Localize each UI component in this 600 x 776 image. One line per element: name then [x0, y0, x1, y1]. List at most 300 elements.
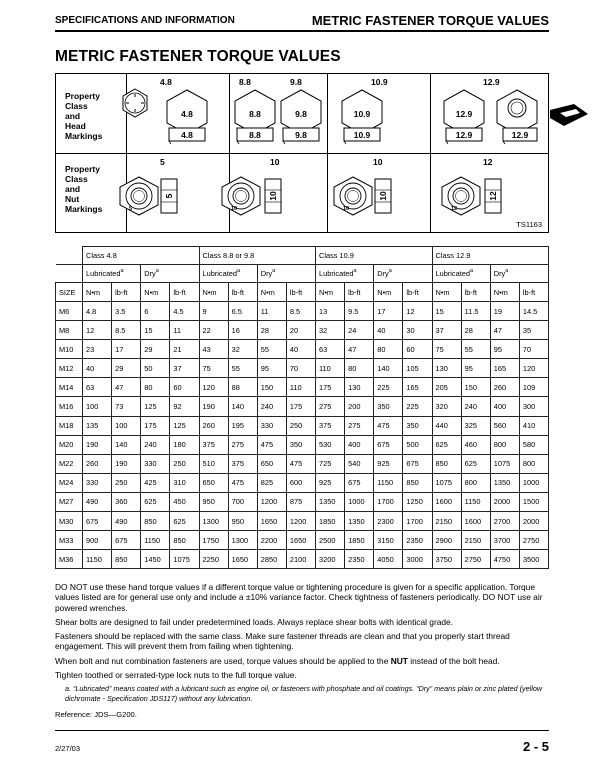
torque-cell: 1600 — [461, 512, 490, 531]
torque-cell: 850 — [403, 473, 432, 492]
section-name: SPECIFICATIONS AND INFORMATION — [55, 15, 235, 26]
torque-cell: 1650 — [286, 531, 315, 550]
torque-cell: 310 — [170, 473, 199, 492]
torque-cell: 350 — [403, 416, 432, 435]
torque-cell: 400 — [490, 397, 519, 416]
class-label: 12 — [483, 157, 493, 167]
torque-cell: 240 — [257, 397, 286, 416]
page-title: METRIC FASTENER TORQUE VALUES — [55, 48, 341, 65]
torque-cell: 11.5 — [461, 302, 490, 321]
torque-cell: 375 — [199, 435, 228, 454]
size-cell: M14 — [56, 378, 83, 397]
nut-side-icon — [374, 176, 392, 216]
section-tab-icon — [550, 104, 588, 126]
torque-cell: 925 — [374, 454, 403, 473]
size-header: SIZE — [56, 283, 83, 302]
torque-cell: 1300 — [228, 531, 257, 550]
size-cell: M30 — [56, 512, 83, 531]
notes — [55, 582, 549, 707]
markings-figure — [55, 73, 549, 233]
torque-cell: 250 — [170, 454, 199, 473]
torque-cell: 63 — [83, 378, 112, 397]
side-marking: 12.9 — [455, 130, 473, 140]
torque-cell: 2200 — [257, 531, 286, 550]
torque-cell: 800 — [519, 454, 548, 473]
torque-cell: 15 — [432, 302, 461, 321]
torque-cell: 70 — [286, 359, 315, 378]
torque-cell: 900 — [83, 531, 112, 550]
table-row — [56, 397, 549, 416]
size-cell: M24 — [56, 473, 83, 492]
table-row — [56, 454, 549, 473]
torque-cell: 275 — [345, 416, 374, 435]
torque-cell: 1000 — [345, 492, 374, 511]
condition-row — [56, 265, 549, 283]
torque-cell: 40 — [374, 321, 403, 340]
torque-cell: 275 — [316, 397, 345, 416]
table-row — [56, 473, 549, 492]
class-label: 8.8 — [239, 77, 251, 87]
torque-cell: 200 — [345, 397, 374, 416]
size-cell: M12 — [56, 359, 83, 378]
torque-cell: 1850 — [316, 512, 345, 531]
torque-cell: 11 — [257, 302, 286, 321]
torque-cell: 475 — [257, 435, 286, 454]
torque-cell: 330 — [83, 473, 112, 492]
table-row — [56, 550, 549, 569]
torque-cell: 3750 — [432, 550, 461, 569]
nut-markings-label: Property Class and Nut Markings — [65, 164, 103, 214]
torque-cell: 100 — [83, 397, 112, 416]
size-cell: M18 — [56, 416, 83, 435]
torque-cell: 140 — [228, 397, 257, 416]
torque-cell: 3500 — [519, 550, 548, 569]
torque-cell: 625 — [461, 454, 490, 473]
torque-cell: 23 — [83, 340, 112, 359]
bolt-head-icon — [164, 88, 210, 146]
class-label: 10.9 — [371, 77, 388, 87]
torque-cell: 350 — [374, 397, 403, 416]
torque-cell: 4.5 — [170, 302, 199, 321]
torque-cell: 28 — [257, 321, 286, 340]
torque-cell: 14.5 — [519, 302, 548, 321]
torque-cell: 2750 — [461, 550, 490, 569]
torque-cell: 9.5 — [345, 302, 374, 321]
nut-face-marking: 12 — [451, 206, 458, 212]
size-cell: M6 — [56, 302, 83, 321]
torque-cell: 73 — [112, 397, 141, 416]
torque-cell: 875 — [286, 492, 315, 511]
torque-cell: 88 — [228, 378, 257, 397]
class-header: Class 10.9 — [316, 247, 433, 265]
torque-cell: 2350 — [345, 550, 374, 569]
table-row — [56, 340, 549, 359]
torque-cell: 2000 — [519, 512, 548, 531]
torque-cell: 1650 — [228, 550, 257, 569]
side-marking: 9.8 — [295, 130, 307, 140]
size-cell: M8 — [56, 321, 83, 340]
torque-cell: 540 — [345, 454, 374, 473]
unit-header: N•m — [490, 283, 519, 302]
torque-cell: 410 — [519, 416, 548, 435]
note-replace-same-class: Fasteners should be replaced with the same class. Make sure fastener threads are clean and that you properly start thread engagement. This will prevent them from failing when tightening. — [55, 631, 510, 652]
torque-cell: 95 — [490, 340, 519, 359]
unit-header: lb-ft — [228, 283, 257, 302]
torque-cell: 195 — [228, 416, 257, 435]
torque-cell: 325 — [461, 416, 490, 435]
torque-cell: 130 — [432, 359, 461, 378]
torque-cell: 109 — [519, 378, 548, 397]
nut-icon — [220, 176, 262, 216]
head-marking: 9.8 — [295, 109, 307, 119]
torque-cell: 1750 — [199, 531, 228, 550]
torque-cell: 175 — [141, 416, 170, 435]
torque-cell: 675 — [112, 531, 141, 550]
torque-cell: 24 — [345, 321, 374, 340]
torque-cell: 1850 — [345, 531, 374, 550]
footer-rule — [55, 730, 549, 731]
torque-cell: 180 — [170, 435, 199, 454]
torque-cell: 47 — [490, 321, 519, 340]
torque-cell: 260 — [199, 416, 228, 435]
torque-cell: 1450 — [141, 550, 170, 569]
torque-cell: 43 — [199, 340, 228, 359]
torque-cell: 190 — [112, 454, 141, 473]
torque-cell: 17 — [112, 340, 141, 359]
torque-cell: 850 — [141, 512, 170, 531]
nut-side-marking: 5 — [164, 193, 174, 199]
torque-cell: 490 — [112, 512, 141, 531]
head-marking: 4.8 — [181, 109, 193, 119]
table-row — [56, 512, 549, 531]
class-header: Class 4.8 — [83, 247, 200, 265]
torque-cell: 400 — [345, 435, 374, 454]
header-title: METRIC FASTENER TORQUE VALUES — [311, 13, 549, 28]
table-row — [56, 416, 549, 435]
torque-cell: 360 — [112, 492, 141, 511]
torque-cell: 2100 — [286, 550, 315, 569]
torque-cell: 32 — [228, 340, 257, 359]
torque-cell: 1150 — [461, 492, 490, 511]
torque-cell: 175 — [286, 397, 315, 416]
bolt-head-icon — [494, 88, 540, 146]
torque-cell: 250 — [286, 416, 315, 435]
torque-cell: 1600 — [432, 492, 461, 511]
torque-cell: 725 — [316, 454, 345, 473]
torque-cell: 8.5 — [112, 321, 141, 340]
lubricated-header: Lubricated$^a$ — [432, 265, 490, 283]
torque-cell: 1250 — [403, 492, 432, 511]
units-row — [56, 283, 549, 302]
torque-cell: 8.5 — [286, 302, 315, 321]
torque-cell: 240 — [141, 435, 170, 454]
torque-cell: 205 — [432, 378, 461, 397]
torque-cell: 850 — [432, 454, 461, 473]
torque-cell: 80 — [141, 378, 170, 397]
torque-cell: 1150 — [83, 550, 112, 569]
torque-cell: 375 — [228, 454, 257, 473]
torque-cell: 800 — [461, 473, 490, 492]
unit-header: N•m — [257, 283, 286, 302]
torque-cell: 700 — [228, 492, 257, 511]
torque-cell: 13 — [316, 302, 345, 321]
unit-header: N•m — [432, 283, 461, 302]
table-row — [56, 321, 549, 340]
torque-cell: 120 — [199, 378, 228, 397]
torque-cell: 2000 — [490, 492, 519, 511]
torque-cell: 275 — [228, 435, 257, 454]
torque-cell: 1350 — [490, 473, 519, 492]
torque-cell: 375 — [316, 416, 345, 435]
unit-header: N•m — [141, 283, 170, 302]
table-row — [56, 435, 549, 454]
torque-cell: 175 — [316, 378, 345, 397]
size-cell: M20 — [56, 435, 83, 454]
torque-cell: 2300 — [374, 512, 403, 531]
head-marking: 10.9 — [353, 109, 371, 119]
torque-cell: 6.5 — [228, 302, 257, 321]
blank-cell — [56, 265, 83, 283]
torque-cell: 29 — [141, 340, 170, 359]
torque-cell: 330 — [141, 454, 170, 473]
torque-cell: 580 — [519, 435, 548, 454]
nut-side-marking: 10 — [378, 191, 388, 201]
torque-cell: 28 — [461, 321, 490, 340]
torque-cell: 1650 — [257, 512, 286, 531]
torque-cell: 250 — [112, 473, 141, 492]
torque-cell: 70 — [519, 340, 548, 359]
torque-cell: 625 — [170, 512, 199, 531]
torque-cell: 1700 — [374, 492, 403, 511]
size-cell: M22 — [56, 454, 83, 473]
torque-cell: 3700 — [490, 531, 519, 550]
nut-side-marking: 10 — [268, 191, 278, 201]
torque-cell: 35 — [519, 321, 548, 340]
torque-cell: 350 — [286, 435, 315, 454]
torque-cell: 225 — [403, 397, 432, 416]
class-label: 12.9 — [483, 77, 500, 87]
size-cell: M10 — [56, 340, 83, 359]
unit-header: lb-ft — [519, 283, 548, 302]
torque-cell: 475 — [286, 454, 315, 473]
torque-cell: 1350 — [316, 492, 345, 511]
torque-cell: 2250 — [199, 550, 228, 569]
torque-cell: 560 — [490, 416, 519, 435]
torque-cell: 260 — [490, 378, 519, 397]
torque-cell: 47 — [345, 340, 374, 359]
torque-cell: 105 — [403, 359, 432, 378]
torque-cell: 2150 — [461, 531, 490, 550]
torque-cell: 3.5 — [112, 302, 141, 321]
torque-cell: 130 — [345, 378, 374, 397]
torque-cell: 120 — [519, 359, 548, 378]
bolt-head-icon — [120, 88, 150, 118]
torque-cell: 6 — [141, 302, 170, 321]
torque-cell: 675 — [403, 454, 432, 473]
torque-cell: 75 — [199, 359, 228, 378]
torque-cell: 16 — [228, 321, 257, 340]
lubricated-header: Lubricated$^a$ — [316, 265, 374, 283]
torque-cell: 2150 — [432, 512, 461, 531]
table-row — [56, 492, 549, 511]
torque-cell: 950 — [199, 492, 228, 511]
side-marking: 8.8 — [249, 130, 261, 140]
torque-cell: 150 — [257, 378, 286, 397]
torque-cell: 1350 — [345, 512, 374, 531]
nut-side-marking: 12 — [488, 191, 498, 201]
note-bolt-nut: When bolt and nut combination fasteners are used, torque values should be applied to the NUT instead of the bolt head. — [55, 655, 500, 666]
class-header: Class 8.8 or 9.8 — [199, 247, 316, 265]
note-hand-torque: DO NOT use these hand torque values if a different torque value or tightening procedure is given for a specific application. Torque values listed are for general use only and include a ±10% variance factor. Check tightness of fasteners periodically. DO NOT use air powered wrenches. — [55, 582, 543, 613]
torque-cell: 100 — [112, 416, 141, 435]
torque-cell: 60 — [403, 340, 432, 359]
torque-cell: 440 — [432, 416, 461, 435]
torque-cell: 125 — [170, 416, 199, 435]
torque-cell: 40 — [83, 359, 112, 378]
torque-cell: 40 — [286, 340, 315, 359]
torque-cell: 4050 — [374, 550, 403, 569]
nut-icon — [440, 176, 482, 216]
torque-cell: 950 — [228, 512, 257, 531]
torque-cell: 15 — [141, 321, 170, 340]
torque-cell: 60 — [170, 378, 199, 397]
size-cell: M27 — [56, 492, 83, 511]
torque-cell: 475 — [374, 416, 403, 435]
torque-cell: 2850 — [257, 550, 286, 569]
torque-cell: 22 — [199, 321, 228, 340]
torque-cell: 450 — [170, 492, 199, 511]
footnote: a. “Lubricated” means coated with a lubricant such as engine oil, or fasteners with phosphate and oil coatings. “Dry” means plain or zinc plated (yellow dichromate - Specification JDS117) without any lubrication. — [65, 684, 543, 703]
nut-face-marking: 5 — [129, 206, 133, 212]
nut-icon — [332, 176, 374, 216]
torque-cell: 650 — [199, 473, 228, 492]
torque-cell: 330 — [257, 416, 286, 435]
torque-cell: 55 — [228, 359, 257, 378]
head-marking: 12.9 — [455, 109, 473, 119]
torque-cell: 460 — [461, 435, 490, 454]
class-header-row — [56, 247, 549, 265]
torque-cell: 1500 — [519, 492, 548, 511]
table-row — [56, 359, 549, 378]
unit-header: lb-ft — [286, 283, 315, 302]
torque-cell: 675 — [345, 473, 374, 492]
note-shear-bolts: Shear bolts are designed to fail under predetermined loads. Always replace shear bolts with identical grade. — [55, 616, 454, 627]
torque-cell: 55 — [461, 340, 490, 359]
class-label: 10 — [373, 157, 383, 167]
torque-cell: 1075 — [490, 454, 519, 473]
torque-cell: 140 — [112, 435, 141, 454]
class-label: 10 — [270, 157, 280, 167]
reference: Reference: JDS—G200. — [55, 710, 137, 719]
bolt-head-icon — [278, 88, 324, 146]
torque-cell: 425 — [141, 473, 170, 492]
torque-cell: 3150 — [374, 531, 403, 550]
torque-cell: 625 — [141, 492, 170, 511]
torque-cell: 165 — [490, 359, 519, 378]
torque-cell: 75 — [432, 340, 461, 359]
torque-cell: 30 — [403, 321, 432, 340]
figure-reference: TS1163 — [516, 220, 542, 229]
nut-side-icon — [484, 176, 502, 216]
torque-cell: 3200 — [316, 550, 345, 569]
footer-date: 2/27/03 — [55, 744, 81, 753]
torque-cell: 2900 — [432, 531, 461, 550]
torque-cell: 95 — [257, 359, 286, 378]
torque-cell: 37 — [170, 359, 199, 378]
torque-cell: 150 — [461, 378, 490, 397]
unit-header: N•m — [199, 283, 228, 302]
torque-table — [55, 246, 549, 569]
torque-cell: 1075 — [432, 473, 461, 492]
torque-cell: 625 — [432, 435, 461, 454]
torque-cell: 55 — [257, 340, 286, 359]
torque-cell: 1150 — [141, 531, 170, 550]
side-marking: 10.9 — [353, 130, 371, 140]
torque-cell: 475 — [228, 473, 257, 492]
nut-side-icon — [160, 176, 178, 216]
dry-header: Dry$^a$ — [141, 265, 199, 283]
torque-cell: 9 — [199, 302, 228, 321]
torque-cell: 110 — [316, 359, 345, 378]
torque-cell: 125 — [141, 397, 170, 416]
torque-cell: 510 — [199, 454, 228, 473]
unit-header: N•m — [374, 283, 403, 302]
torque-cell: 12 — [403, 302, 432, 321]
torque-cell: 110 — [286, 378, 315, 397]
nut-face-marking: 10 — [343, 206, 350, 212]
torque-cell: 260 — [83, 454, 112, 473]
class-header: Class 12.9 — [432, 247, 549, 265]
torque-cell: 4.8 — [83, 302, 112, 321]
torque-cell: 17 — [374, 302, 403, 321]
torque-cell: 800 — [490, 435, 519, 454]
unit-header: lb-ft — [112, 283, 141, 302]
torque-cell: 140 — [374, 359, 403, 378]
torque-cell: 2500 — [316, 531, 345, 550]
torque-cell: 1200 — [286, 512, 315, 531]
torque-cell: 20 — [286, 321, 315, 340]
unit-header: N•m — [316, 283, 345, 302]
torque-cell: 95 — [461, 359, 490, 378]
torque-cell: 850 — [170, 531, 199, 550]
torque-cell: 135 — [83, 416, 112, 435]
torque-cell: 240 — [461, 397, 490, 416]
table-row — [56, 302, 549, 321]
bolt-head-icon — [441, 88, 487, 146]
torque-cell: 190 — [199, 397, 228, 416]
torque-cell: 530 — [316, 435, 345, 454]
class-label: 5 — [160, 157, 165, 167]
torque-cell: 490 — [83, 492, 112, 511]
nut-side-icon — [264, 176, 282, 216]
torque-cell: 4750 — [490, 550, 519, 569]
torque-cell: 675 — [83, 512, 112, 531]
torque-cell: 850 — [112, 550, 141, 569]
unit-header: N•m — [83, 283, 112, 302]
torque-cell: 1150 — [374, 473, 403, 492]
torque-cell: 1300 — [199, 512, 228, 531]
torque-cell: 825 — [257, 473, 286, 492]
lubricated-header: Lubricated$^a$ — [199, 265, 257, 283]
torque-cell: 3000 — [403, 550, 432, 569]
torque-cell: 925 — [316, 473, 345, 492]
dry-header: Dry$^a$ — [374, 265, 432, 283]
torque-cell: 165 — [403, 378, 432, 397]
dry-header: Dry$^a$ — [490, 265, 548, 283]
unit-header: lb-ft — [170, 283, 199, 302]
torque-cell: 300 — [519, 397, 548, 416]
page-number: 2 - 5 — [522, 739, 549, 754]
